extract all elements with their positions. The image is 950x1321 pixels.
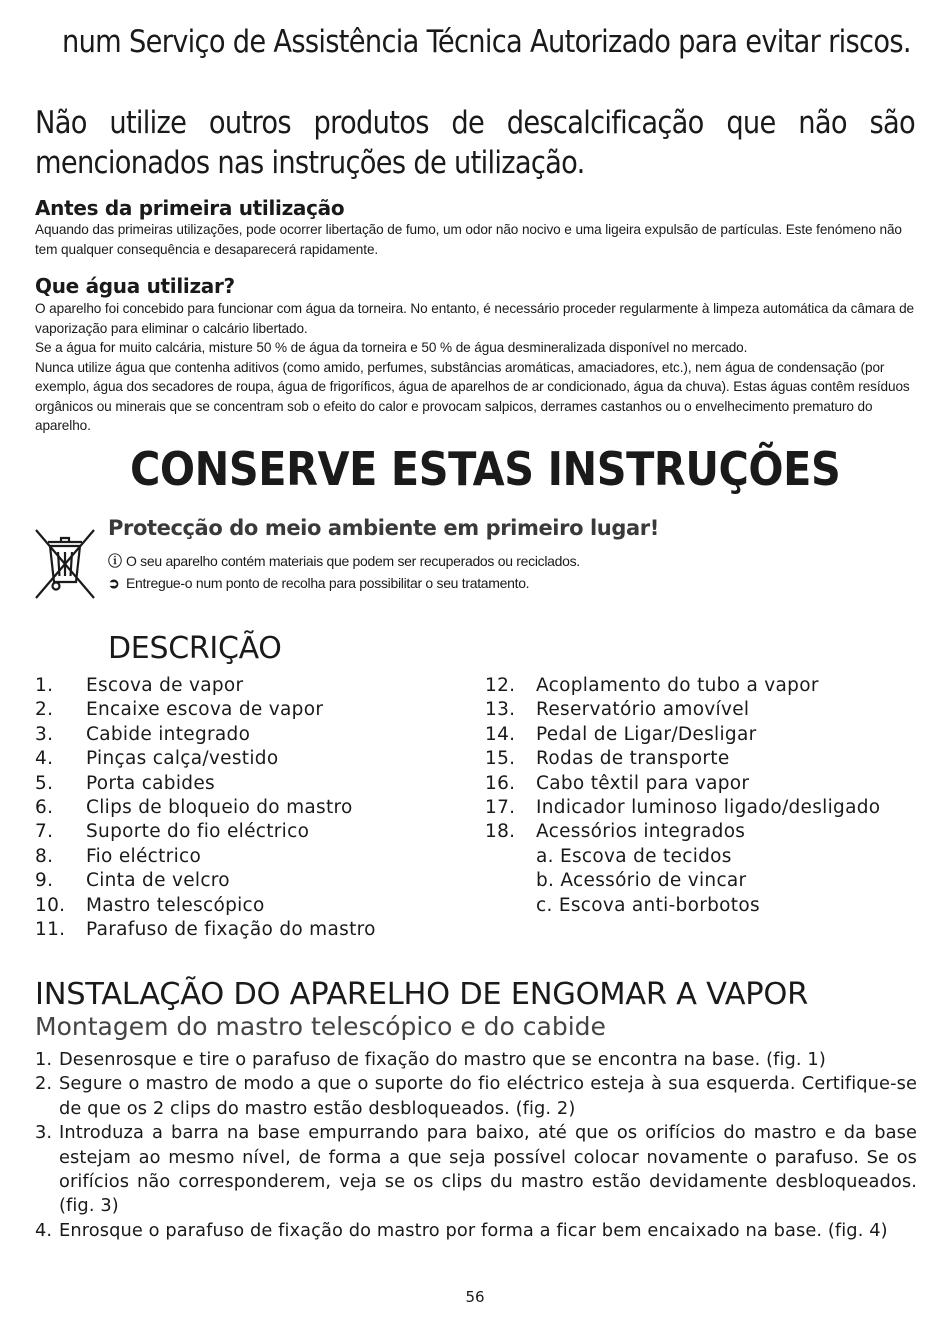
list-item: 1. Desenrosque e tire o parafuso de fixação do mastro que se encontra na base. (fig. 1): [35, 1049, 826, 1070]
list-item: 14. Pedal de Ligar/Desligar: [485, 723, 757, 745]
list-item: 12. Acoplamento do tubo a vapor: [485, 675, 819, 696]
environment-heading: Protecção do meio ambiente em primeiro lugar!: [108, 516, 659, 540]
list-item: 6. Clips de bloqueio do mastro: [35, 797, 353, 819]
list-item: 17. Indicador luminoso ligado/desligado: [485, 797, 881, 819]
list-item: 15. Rodas de transporte: [485, 748, 730, 770]
list-item: 13. Reservatório amovível: [485, 699, 750, 721]
environment-collection-note: [108, 575, 529, 592]
list-item: 4. Pinças calça/vestido: [35, 748, 279, 770]
installation-steps: [35, 1048, 917, 1243]
before-first-use-heading: Antes da primeira utilização: [35, 196, 345, 220]
list-item: 3. Introduza a barra na base empurrando para baixo, até que os orifícios do mastro e da base estejam ao mesmo nível, de forma a que seja possível colocar novamente o parafuso. Se os orifícios não corresponderem, veja se os clips du mastro estão devidamente desbloqueados. (fig. 3): [35, 1122, 917, 1217]
list-item: 8. Fio eléctrico: [35, 845, 202, 867]
list-item: 2. Encaixe escova de vapor: [35, 699, 324, 721]
intro-descaling-warning: Não utilize outros produtos de descalcificação que não são mencionados nas instruções de utilização.: [35, 105, 915, 181]
water-paragraph-2: Se a água for muito calcária, misture 50 % de água da torneira e 50 % de água desmineralizada disponível no mercado.: [35, 340, 748, 355]
description-heading: DESCRIÇÃO: [108, 631, 282, 666]
list-item: 11. Parafuso de fixação do mastro: [35, 919, 376, 941]
environment-collection-text: Entregue-o num ponto de recolha para possibilitar o seu tratamento.: [126, 575, 530, 591]
list-item: 3. Cabide integrado: [35, 723, 251, 745]
list-subitem: b. Acessório de vincar: [536, 870, 747, 892]
environment-recyclable-note: [108, 551, 580, 571]
before-first-use-text: [35, 220, 917, 259]
list-subitem: a. Escova de tecidos: [536, 845, 732, 867]
intro-warning-continued: num Serviço de Assistência Técnica Autorizado para evitar riscos.: [62, 24, 911, 60]
crossed-out-wheelie-bin-icon: [34, 528, 96, 600]
environment-recyclable-text: O seu aparelho contém materiais que podem ser recuperados ou reciclados.: [126, 553, 580, 569]
description-list-left: [35, 674, 376, 942]
list-item: 4. Enrosque o parafuso de fixação do mastro por forma a ficar bem encaixado na base. (fig. 4): [35, 1219, 888, 1241]
water-paragraph-1: O aparelho foi concebido para funcionar com água da torneira. No entanto, é necessário proceder regularmente à limpeza automática da câmara de vaporização para eliminar o calcário libertado.: [35, 301, 914, 336]
list-item: 2. Segure o mastro de modo a que o suporte do fio eléctrico esteja à sua esquerda. Certifique-se de que os 2 clips do mastro estão desbloqueados. (fig. 2): [35, 1073, 917, 1119]
list-item: 1. Escova de vapor: [35, 675, 244, 696]
list-item: 10. Mastro telescópico: [35, 894, 265, 916]
keep-instructions-title: CONSERVE ESTAS INSTRUÇÕES: [130, 442, 841, 496]
list-item: 7. Suporte do fio eléctrico: [35, 821, 310, 843]
installation-subheading: Montagem do mastro telescópico e do cabide: [35, 1012, 606, 1041]
list-item: 9. Cinta de velcro: [35, 870, 230, 892]
water-heading: Que água utilizar?: [35, 274, 235, 298]
list-item: 16. Cabo têxtil para vapor: [485, 772, 750, 794]
list-subitem: c. Escova anti-borbotos: [536, 894, 760, 916]
list-item: 5. Porta cabides: [35, 772, 215, 794]
installation-heading: INSTALAÇÃO DO APARELHO DE ENGOMAR A VAPOR: [35, 977, 808, 1012]
water-text: [35, 299, 917, 436]
list-item: 18. Acessórios integrados: [485, 821, 746, 843]
arrow-icon: ➲: [108, 575, 120, 591]
before-first-use-paragraph: Aquando das primeiras utilizações, pode ocorrer libertação de fumo, um odor não nocivo e uma ligeira expulsão de partículas. Este fenómeno não tem qualquer consequência e desaparecerá rapidamente.: [35, 222, 902, 257]
description-list-right: [485, 674, 880, 918]
water-paragraph-3: Nunca utilize água que contenha aditivos (como amido, perfumes, substâncias aromáticas, amaciadores, etc.), nem água de condensação (por exemplo, água dos secadores de roupa, água de frigoríficos, água de aparelhos de ar condicionado, água da chuva). Estas águas contêm resíduos orgânicos ou minerais que se concentram sob o efeito do calor e provocam salpicos, derrames castanhos ou o envelhecimento prematuro do aparelho.: [35, 359, 910, 433]
page-number: 56: [465, 1288, 485, 1306]
info-icon: ⓘ: [108, 553, 122, 569]
